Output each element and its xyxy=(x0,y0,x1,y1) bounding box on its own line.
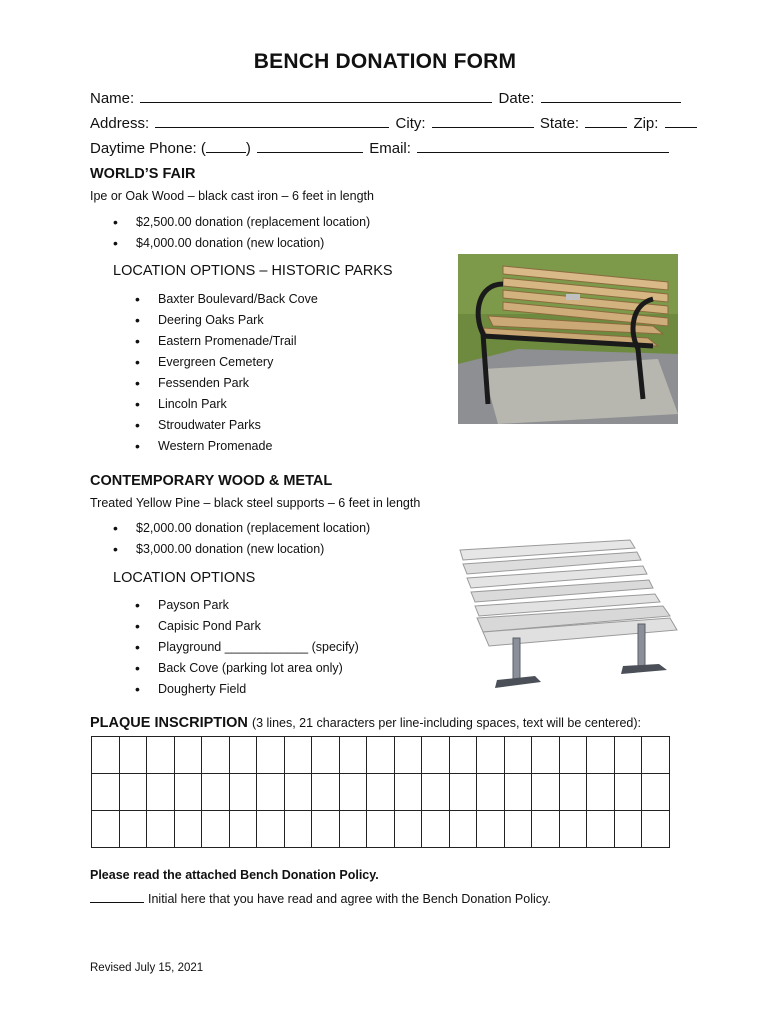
plaque-character-cell[interactable] xyxy=(422,811,450,848)
email-label: Email: xyxy=(369,140,411,157)
contemporary-location-list xyxy=(158,595,359,700)
plaque-character-cell[interactable] xyxy=(92,737,120,774)
address-label: Address: xyxy=(90,115,150,132)
policy-initial-row xyxy=(90,888,551,906)
plaque-character-cell[interactable] xyxy=(532,811,560,848)
plaque-character-cell[interactable] xyxy=(257,811,285,848)
form-title: BENCH DONATION FORM xyxy=(253,50,517,73)
plaque-character-cell[interactable] xyxy=(422,774,450,811)
location-item: • Eastern Promenade/Trail xyxy=(158,331,318,352)
worlds-fair-heading: WORLD’S FAIR xyxy=(90,166,196,182)
plaque-character-cell[interactable] xyxy=(642,774,670,811)
plaque-character-cell[interactable] xyxy=(614,811,642,848)
area-code-input-line[interactable] xyxy=(206,138,246,153)
price-item: • $2,500.00 donation (replacement location) xyxy=(136,212,370,233)
plaque-character-cell[interactable] xyxy=(147,737,175,774)
plaque-character-cell[interactable] xyxy=(339,774,367,811)
plaque-character-cell[interactable] xyxy=(312,811,340,848)
worlds-fair-bench-photo xyxy=(458,254,678,424)
plaque-character-cell[interactable] xyxy=(504,737,532,774)
plaque-character-cell[interactable] xyxy=(504,811,532,848)
plaque-character-cell[interactable] xyxy=(532,774,560,811)
price-item: • $3,000.00 donation (new location) xyxy=(136,539,370,560)
plaque-heading: PLAQUE INSCRIPTION xyxy=(90,715,248,731)
plaque-character-cell[interactable] xyxy=(119,774,147,811)
phone-email-row xyxy=(90,138,671,157)
date-input-line[interactable] xyxy=(541,88,681,103)
plaque-inscription-grid xyxy=(91,736,670,848)
plaque-character-cell[interactable] xyxy=(367,737,395,774)
worlds-fair-location-list xyxy=(158,289,318,457)
city-label: City: xyxy=(395,115,426,132)
location-item: • Baxter Boulevard/Back Cove xyxy=(158,289,318,310)
plaque-character-cell[interactable] xyxy=(174,811,202,848)
plaque-character-cell[interactable] xyxy=(284,774,312,811)
plaque-character-cell[interactable] xyxy=(559,811,587,848)
plaque-character-cell[interactable] xyxy=(257,737,285,774)
contemporary-heading: CONTEMPORARY WOOD & METAL xyxy=(90,473,333,489)
location-item: • Evergreen Cemetery xyxy=(158,352,318,373)
location-item: • Western Promenade xyxy=(158,436,318,457)
location-item: • Deering Oaks Park xyxy=(158,310,318,331)
policy-initial-text: Initial here that you have read and agree with the Bench Donation Policy. xyxy=(148,892,551,906)
location-item: • Lincoln Park xyxy=(158,394,318,415)
plaque-character-cell[interactable] xyxy=(339,737,367,774)
location-item: • Playground ____________ (specify) xyxy=(158,637,359,658)
plaque-line-row xyxy=(92,811,670,848)
plaque-character-cell[interactable] xyxy=(642,737,670,774)
plaque-character-cell[interactable] xyxy=(147,774,175,811)
plaque-character-cell[interactable] xyxy=(229,774,257,811)
phone-input-line[interactable] xyxy=(257,138,363,153)
plaque-character-cell[interactable] xyxy=(174,737,202,774)
plaque-character-cell[interactable] xyxy=(202,811,230,848)
plaque-character-cell[interactable] xyxy=(367,811,395,848)
plaque-character-cell[interactable] xyxy=(92,811,120,848)
plaque-line-row xyxy=(92,737,670,774)
plaque-character-cell[interactable] xyxy=(504,774,532,811)
plaque-character-cell[interactable] xyxy=(174,774,202,811)
state-label: State: xyxy=(539,115,580,132)
plaque-character-cell[interactable] xyxy=(477,774,505,811)
plaque-character-cell[interactable] xyxy=(394,774,422,811)
plaque-character-cell[interactable] xyxy=(587,737,615,774)
plaque-character-cell[interactable] xyxy=(229,737,257,774)
price-item: • $4,000.00 donation (new location) xyxy=(136,233,370,254)
plaque-character-cell[interactable] xyxy=(642,811,670,848)
plaque-character-cell[interactable] xyxy=(147,811,175,848)
plaque-character-cell[interactable] xyxy=(449,737,477,774)
plaque-character-cell[interactable] xyxy=(559,774,587,811)
location-item: • Fessenden Park xyxy=(158,373,318,394)
location-item: • Dougherty Field xyxy=(158,679,359,700)
plaque-character-cell[interactable] xyxy=(312,737,340,774)
location-item: • Payson Park xyxy=(158,595,359,616)
plaque-character-cell[interactable] xyxy=(367,774,395,811)
address-input-line[interactable] xyxy=(155,113,389,128)
plaque-line-row xyxy=(92,774,670,811)
plaque-character-cell[interactable] xyxy=(312,774,340,811)
worlds-fair-description: Ipe or Oak Wood – black cast iron – 6 feet in length xyxy=(90,189,374,203)
plaque-character-cell[interactable] xyxy=(477,811,505,848)
city-input-line[interactable] xyxy=(432,113,534,128)
plaque-character-cell[interactable] xyxy=(614,737,642,774)
plaque-character-cell[interactable] xyxy=(394,811,422,848)
email-input-line[interactable] xyxy=(417,138,669,153)
policy-notice: Please read the attached Bench Donation Policy. xyxy=(90,868,379,882)
location-item: • Back Cove (parking lot area only) xyxy=(158,658,359,679)
plaque-character-cell[interactable] xyxy=(284,811,312,848)
phone-close-paren: ) xyxy=(245,140,251,157)
address-row xyxy=(90,113,699,132)
phone-label: Daytime Phone: ( xyxy=(90,140,206,157)
name-label: Name: xyxy=(90,90,135,107)
contemporary-description: Treated Yellow Pine – black steel supports – 6 feet in length xyxy=(90,496,421,510)
location-item: • Stroudwater Parks xyxy=(158,415,318,436)
plaque-character-cell[interactable] xyxy=(339,811,367,848)
plaque-character-cell[interactable] xyxy=(449,811,477,848)
plaque-character-cell[interactable] xyxy=(92,774,120,811)
plaque-character-cell[interactable] xyxy=(449,774,477,811)
location-item: • Capisic Pond Park xyxy=(158,616,359,637)
initial-input-line[interactable] xyxy=(90,888,144,903)
worlds-fair-price-list xyxy=(136,212,370,254)
plaque-character-cell[interactable] xyxy=(587,774,615,811)
revision-date: Revised July 15, 2021 xyxy=(90,962,204,974)
contemporary-price-list xyxy=(136,518,370,560)
plaque-character-cell[interactable] xyxy=(119,811,147,848)
plaque-character-cell[interactable] xyxy=(422,737,450,774)
plaque-character-cell[interactable] xyxy=(477,737,505,774)
plaque-character-cell[interactable] xyxy=(202,737,230,774)
plaque-character-cell[interactable] xyxy=(394,737,422,774)
plaque-character-cell[interactable] xyxy=(532,737,560,774)
plaque-character-cell[interactable] xyxy=(614,774,642,811)
zip-label: Zip: xyxy=(633,115,659,132)
price-item: • $2,000.00 donation (replacement location) xyxy=(136,518,370,539)
contemporary-bench-photo xyxy=(455,538,685,696)
plaque-character-cell[interactable] xyxy=(284,737,312,774)
name-date-row xyxy=(90,88,683,107)
worlds-fair-locations-heading: LOCATION OPTIONS – HISTORIC PARKS xyxy=(113,263,393,279)
name-input-line[interactable] xyxy=(140,88,492,103)
zip-input-line[interactable] xyxy=(665,113,697,128)
plaque-character-cell[interactable] xyxy=(119,737,147,774)
plaque-note: (3 lines, 21 characters per line-including spaces, text will be centered): xyxy=(251,716,642,730)
plaque-character-cell[interactable] xyxy=(202,774,230,811)
plaque-heading-row xyxy=(90,715,641,731)
contemporary-locations-heading: LOCATION OPTIONS xyxy=(113,570,256,586)
plaque-character-cell[interactable] xyxy=(257,774,285,811)
date-label: Date: xyxy=(498,90,535,107)
plaque-character-cell[interactable] xyxy=(559,737,587,774)
plaque-character-cell[interactable] xyxy=(229,811,257,848)
state-input-line[interactable] xyxy=(585,113,627,128)
plaque-character-cell[interactable] xyxy=(587,811,615,848)
